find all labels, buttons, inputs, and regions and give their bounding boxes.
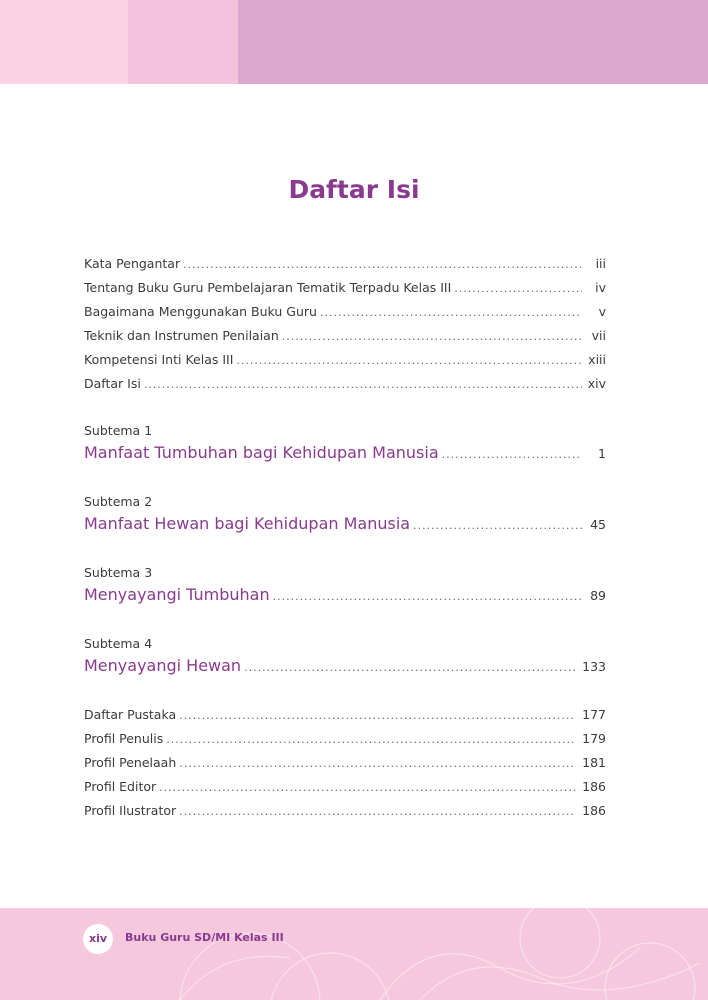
toc-entry[interactable] — [84, 731, 606, 751]
dot-leader — [166, 733, 576, 746]
toc-entry-label: Profil Ilustrator — [84, 803, 177, 818]
dot-leader — [454, 282, 582, 295]
header-band-light — [0, 0, 128, 84]
subtheme-entry[interactable] — [84, 514, 606, 538]
subtheme-title: Menyayangi Tumbuhan — [84, 585, 270, 604]
dot-leader — [179, 709, 576, 722]
page-title: Daftar Isi — [288, 175, 420, 204]
header-band-medium — [128, 0, 238, 84]
subtheme-title: Manfaat Hewan bagi Kehidupan Manusia — [84, 514, 411, 533]
subtheme-title: Menyayangi Hewan — [84, 656, 242, 675]
dot-leader — [179, 805, 576, 818]
toc-entry-page: 177 — [582, 707, 606, 722]
toc-entry-label: Kompetensi Inti Kelas III — [84, 352, 234, 367]
toc-entry-page: 181 — [582, 755, 606, 770]
toc-entry-page: xiii — [588, 352, 606, 367]
subtheme-page: 89 — [590, 588, 606, 603]
footer-book-title: Buku Guru SD/MI Kelas III — [125, 931, 284, 944]
toc-entry[interactable] — [84, 328, 606, 348]
toc-entry[interactable] — [84, 803, 606, 823]
toc-entry-label: Daftar Pustaka — [84, 707, 177, 722]
dot-leader — [179, 757, 576, 770]
subtheme-label: Subtema 2 — [84, 494, 153, 509]
subtheme-entry[interactable] — [84, 585, 606, 609]
toc-entry-label: Tentang Buku Guru Pembelajaran Tematik Terpadu Kelas III — [84, 280, 452, 295]
subtheme-entry[interactable] — [84, 656, 606, 680]
dot-leader — [282, 330, 582, 343]
subtheme-label: Subtema 4 — [84, 636, 153, 651]
toc-entry-page: 179 — [582, 731, 606, 746]
toc-entry-label: Profil Penulis — [84, 731, 164, 746]
toc-entry-page: 186 — [582, 803, 606, 818]
toc-entry[interactable] — [84, 707, 606, 727]
toc-entry[interactable] — [84, 779, 606, 799]
toc-entry-page: iii — [595, 256, 606, 271]
dot-leader — [273, 590, 582, 603]
toc-entry-page: 186 — [582, 779, 606, 794]
toc-entry[interactable] — [84, 280, 606, 300]
toc-entry-label: Daftar Isi — [84, 376, 141, 391]
subtheme-entry[interactable] — [84, 443, 606, 467]
dot-leader — [442, 448, 582, 461]
header-band-dark — [238, 0, 708, 84]
footer-page-number: xiv — [83, 924, 113, 954]
toc-entry-label: Profil Penelaah — [84, 755, 177, 770]
toc-entry[interactable] — [84, 376, 606, 396]
dot-leader — [144, 378, 582, 391]
toc-entry-page: xiv — [587, 376, 606, 391]
toc-entry-label: Teknik dan Instrumen Penilaian — [84, 328, 279, 343]
toc-entry[interactable] — [84, 755, 606, 775]
toc-entry-label: Profil Editor — [84, 779, 157, 794]
dot-leader — [320, 306, 582, 319]
subtheme-page: 1 — [598, 446, 606, 461]
dot-leader — [159, 781, 576, 794]
toc-entry-page: iv — [595, 280, 606, 295]
subtheme-label: Subtema 1 — [84, 423, 153, 438]
toc-entry[interactable] — [84, 304, 606, 324]
dot-leader — [413, 519, 582, 532]
toc-entry-page: vii — [591, 328, 606, 343]
toc-entry[interactable] — [84, 256, 606, 276]
subtheme-label: Subtema 3 — [84, 565, 153, 580]
dot-leader — [244, 661, 576, 674]
toc-entry-label: Bagaimana Menggunakan Buku Guru — [84, 304, 317, 319]
dot-leader — [236, 354, 582, 367]
subtheme-title: Manfaat Tumbuhan bagi Kehidupan Manusia — [84, 443, 439, 462]
page-footer — [0, 908, 708, 1000]
footer-pattern — [0, 908, 708, 1000]
subtheme-page: 45 — [590, 517, 606, 532]
subtheme-page: 133 — [582, 659, 606, 674]
toc-entry-label: Kata Pengantar — [84, 256, 181, 271]
dot-leader — [183, 258, 582, 271]
toc-entry[interactable] — [84, 352, 606, 372]
toc-entry-page: v — [598, 304, 606, 319]
